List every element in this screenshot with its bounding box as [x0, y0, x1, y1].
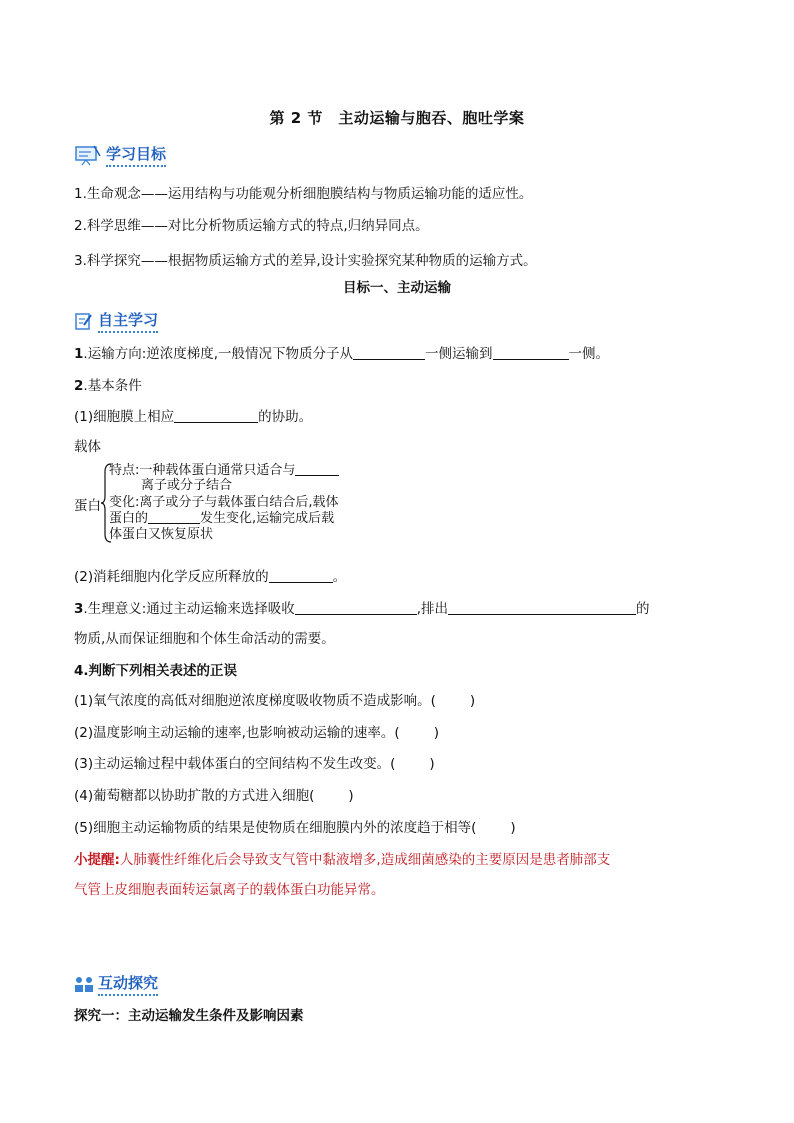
- judgement-item: (1)氧气浓度的高低对细胞逆浓度梯度吸收物质不造成影响。( ): [74, 693, 476, 709]
- fill-blank[interactable]: [148, 511, 200, 524]
- question-3-continued: 物质,从而保证细胞和个体生命活动的需要。: [74, 631, 335, 647]
- fill-blank[interactable]: [448, 600, 636, 615]
- question-4-title: 4.判断下列相关表述的正误: [74, 663, 238, 679]
- fill-blank[interactable]: [295, 463, 339, 476]
- goals-section-header: [74, 143, 166, 167]
- group-icon: [74, 975, 94, 993]
- judgement-item: (5)细胞主动运输物质的结果是使物质在细胞膜内外的浓度趋于相等( ): [74, 820, 516, 836]
- question-2-1: (1)细胞膜上相应 的协助。: [74, 409, 313, 425]
- fill-blank[interactable]: [353, 345, 425, 360]
- change-line-2: 蛋白的 发生变化,运输完成后载: [109, 511, 335, 526]
- question-2-title: 2.基本条件: [74, 378, 142, 394]
- change-line-1: 变化:离子或分子与载体蛋白结合后,载体: [109, 495, 339, 510]
- question-3: 3.生理意义:通过主动运输来选择吸收 ,排出 的: [74, 601, 650, 617]
- goal-item: 2.科学思维——对比分析物质运输方式的特点,归纳异同点。: [74, 218, 429, 234]
- protein-label: 蛋白: [74, 498, 101, 514]
- target-one-heading: 目标一、主动运输: [343, 280, 451, 296]
- trait-line-1: 特点:一种载体蛋白通常只适合与: [109, 463, 339, 479]
- carrier-label: 载体: [74, 439, 101, 455]
- interactive-section-header: [74, 972, 158, 996]
- fill-blank[interactable]: [269, 568, 333, 583]
- self-study-section-label: 自主学习: [98, 309, 158, 333]
- fill-blank[interactable]: [295, 600, 417, 615]
- trait-line-2: 离子或分子结合: [141, 478, 233, 493]
- judgement-item: (3)主动运输过程中载体蛋白的空间结构不发生改变。( ): [74, 756, 435, 772]
- hint-line-1: 小提醒:人肺囊性纤维化后会导致支气管中黏液增多,造成细菌感染的主要原因是患者肺部支: [74, 852, 611, 868]
- explore-one-heading: 探究一：主动运输发生条件及影响因素: [74, 1008, 304, 1024]
- judgement-item: (4)葡萄糖都以协助扩散的方式进入细胞( ): [74, 788, 354, 804]
- self-study-section-header: [74, 309, 158, 333]
- judgement-item: (2)温度影响主动运输的速率,也影响被动运输的速率。( ): [74, 725, 439, 741]
- question-1: 1.运输方向:逆浓度梯度,一般情况下物质分子从 一侧运输到 一侧。: [74, 346, 610, 362]
- change-line-3: 体蛋白又恢复原状: [109, 527, 214, 542]
- goals-section-label: 学习目标: [106, 143, 166, 167]
- interactive-section-label: 互动探究: [98, 972, 158, 996]
- note-edit-icon: [74, 311, 94, 331]
- goal-item: 3.科学探究——根据物质运输方式的差异,设计实验探究某种物质的运输方式。: [74, 253, 537, 269]
- fill-blank[interactable]: [493, 345, 569, 360]
- goal-item: 1.生命观念——运用结构与功能观分析细胞膜结构与物质运输功能的适应性。: [74, 186, 533, 202]
- fill-blank[interactable]: [174, 408, 258, 423]
- question-2-2: (2)消耗细胞内化学反应所释放的 。: [74, 569, 347, 585]
- page-title: 第 2 节 主动运输与胞吞、胞吐学案: [269, 109, 525, 127]
- board-icon: [74, 144, 102, 166]
- hint-line-2: 气管上皮细胞表面转运氯离子的载体蛋白功能异常。: [74, 882, 385, 898]
